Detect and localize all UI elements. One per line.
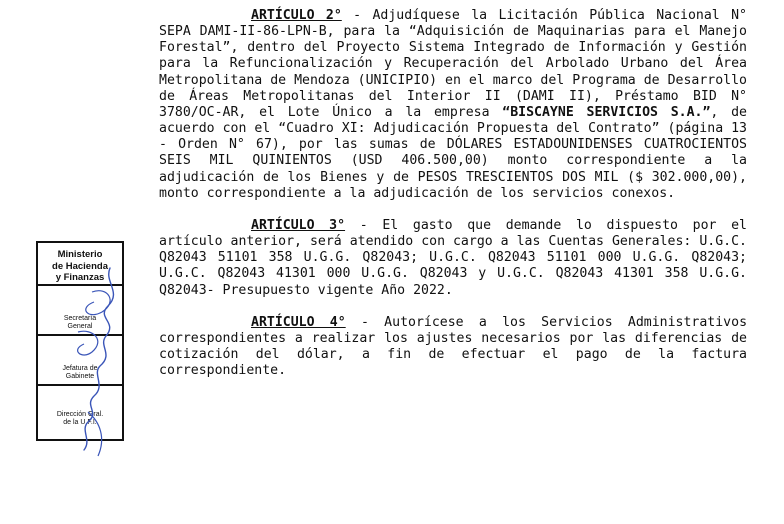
article-2-company-name: “BISCAYNE SERVICIOS S.A.” (502, 104, 711, 120)
stamp-row-direccion (38, 386, 122, 433)
stamp-header-line-1: Ministerio (57, 249, 103, 260)
stamp-row-1-line-2: General (67, 323, 93, 330)
stamp-row-2-line-2: Gabinete (65, 373, 95, 380)
article-4-paragraph (159, 315, 747, 380)
stamp-row-jefatura (38, 336, 122, 386)
stamp-row-2-line-1: Jefatura de (62, 365, 98, 372)
document-body (159, 8, 747, 379)
article-3-paragraph (159, 218, 747, 299)
article-2-text-part1: - Adjudíquese la Licitación Pública Nacional N° SEPA DAMI-II-86-LPN-B, para la “Adquisición de Maquinarias para el Manejo Forestal”, dentro del Proyecto Sistema Integrado de Información y Gestión para la Refuncionalización y Recuperación del Arbolado Urbano del Área Metropolitana de Mendoza (UNICIPIO) en el marco del Programa de Desarrollo de Áreas Metropolitanas del Interior II (DAMI II), Préstamo BID N° 3780/OC-AR, el Lote Único a la empresa (159, 8, 747, 120)
article-4-text: - Autorícese a los Servicios Administrativos correspondientes a realizar los ajustes necesarios por las diferencias de cotización del dólar, a fin de efectuar el pago de la factura correspondiente. (159, 314, 748, 379)
article-3-text: - El gasto que demande lo dispuesto por el artículo anterior, será atendido con cargo a las Cuentas Generales: U.G.C. Q82043 51101 358 U.G.G. Q82043; U.G.C. Q82043 51101 000 U.G.G. Q82043; U.G.C. Q82043 41301 000 U.G.G. Q82043 y U.G.C. Q82043 41301 358 U.G.G. Q82043- Presupuesto vigente Año 2022. (159, 217, 747, 298)
article-2-text-part2: , de acuerdo con el “Cuadro XI: Adjudicación Propuesta del Contrato” (página 13 - Orden N° 67), por las sumas de DÓLARES ESTADOUNIDENSES CUATROCIENTOS SEIS MIL QUINIENTOS (USD 406.500,00) monto correspondiente a la adjudicación de los Bienes y de PESOS TRESCIENTOS DOS MIL ($ 302.000,00), monto correspondiente a la adjudicación de los servicios conexos. (159, 104, 747, 201)
stamp-header-line-3: y Finanzas (55, 272, 105, 283)
stamp-row-3-line-1: Dirección Gral. (56, 411, 104, 418)
article-2-title: ARTÍCULO 2° (251, 8, 342, 23)
article-4-title: ARTÍCULO 4° (251, 314, 346, 330)
article-3-title: ARTÍCULO 3° (251, 217, 346, 233)
stamp-row-secretaria (38, 286, 122, 336)
article-2-paragraph (159, 8, 747, 202)
ministry-stamp (36, 241, 124, 441)
stamp-row-1-line-1: Secretaría (63, 315, 97, 322)
stamp-header-line-2: de Hacienda (52, 260, 108, 272)
stamp-header (38, 243, 122, 286)
stamp-row-3-line-2: de la U.F.I. (63, 419, 97, 426)
